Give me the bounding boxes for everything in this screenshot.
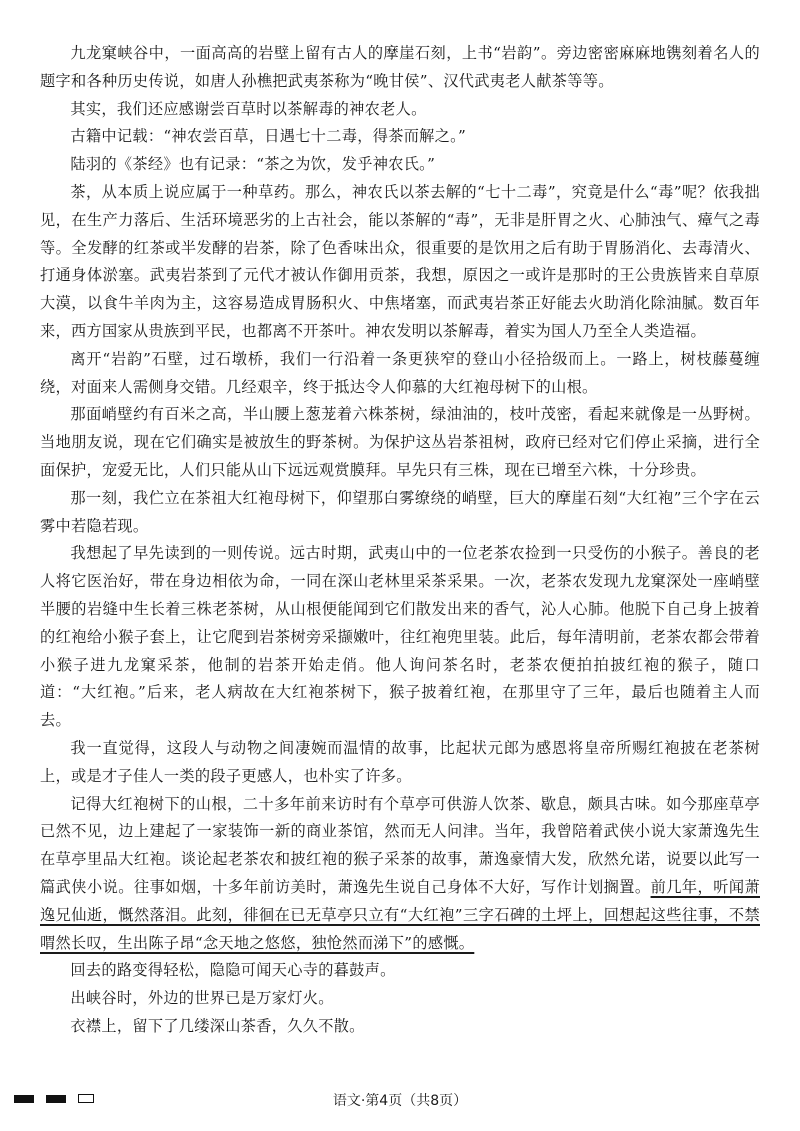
closing-line-1: 回去的路变得轻松，隐隐可闻天心寺的暮鼓声。 (70, 961, 396, 980)
page-number: 语文·第4页（共8页） (332, 1093, 468, 1109)
paragraph-8: 那一刻，我伫立在茶祖大红袍母树下，仰望那白雾缭绕的峭壁，巨大的摩崖石刻“大红袍”三个字在云雾中若隐若现。 (40, 488, 760, 535)
underlined-passage: 前几年，听闻萧逸兄仙逝，慨然落泪。此刻，徘徊在已无草亭只立有“大红袍”三字石碑的土坪上，回想起这些往事，不禁喟然长叹，生出陈子昂“念天地之悠悠，独怆然而涕下”的感慨。 (40, 877, 760, 952)
paragraph-1: 九龙窠峡谷中，一面高高的岩壁上留有古人的摩崖石刻，上书“岩韵”。旁边密密麻麻地镌刻着名人的题字和各种历史传说，如唐人孙樵把武夷茶称为“晚甘侯”、汉代武夷老人献茶等等。 (40, 44, 760, 90)
paragraph-9: 我想起了早先读到的一则传说。远古时期，武夷山中的一位老茶农捡到一只受伤的小猴子。善良的老人将它医治好，带在身边相依为命，一同在深山老林里采茶采果。一次，老茶农发现九龙窠深处一座峭壁半腰的岩缝中生长着三株老茶树，从山根便能闻到它们散发出来的香气，沁人心肺。他脱下自己身上披着的红袍给小猴子套上，让它爬到岩茶树旁采撷嫩叶，往红袍兜里装。此后，每年清明前，老茶农都会带着小猴子进九龙窠采茶，他制的岩茶开始走俏。他人询问茶名时，老茶农便拍拍披红袍的猴子，随口道：“大红袍。”后来，老人病故在大红袍茶树下，猴子披着红袍，在那里守了三年，最后也随着主人而去。 (40, 544, 760, 730)
paragraph-4: 陆羽的《茶经》也有记录：“茶之为饮，发乎神农氏。” (70, 155, 436, 174)
page-footer (0, 1090, 800, 1114)
paragraph-7: 那面峭壁约有百米之高，半山腰上葱茏着六株茶树，绿油油的，枝叶茂密，看起来就像是一丛野树。当地朋友说，现在它们确实是被放生的野茶树。为保护这丛岩茶祖树，政府已经对它们停止采摘，进行全面保护，宠爱无比，人们只能从山下远远观赏膜拜。早先只有三株，现在已增至六株，十分珍贵。 (40, 405, 760, 479)
paragraph-11 (40, 791, 760, 958)
paragraph-5: 茶，从本质上说应属于一种草药。那么，神农氏以茶去解的“七十二毒”，究竟是什么“毒”呢？依我拙见，在生产力落后、生活环境恶劣的上古社会，能以茶解的“毒”，无非是肝胃之火、心肺浊气、瘴气之毒等。全发酵的红茶或半发酵的岩茶，除了色香味出众，很重要的是饮用之后有助于胃肠消化、去毒清火、打通身体淤塞。武夷岩茶到了元代才被认作御用贡茶，我想，原因之一或许是那时的王公贵族皆来自草原大漠，以食牛羊肉为主，这容易造成胃肠积火、中焦堵塞，而武夷岩茶正好能去火助消化除油腻。数百年来，西方国家从贵族到平民，也都离不开茶叶。神农发明以茶解毒，着实为国人乃至全人类造福。 (40, 182, 760, 340)
closing-line-3: 衣襟上，留下了几缕深山茶香，久久不散。 (70, 1016, 365, 1035)
paragraph-10: 我一直觉得，这段人与动物之间凄婉而温情的故事，比起状元郎为感恩将皇帝所赐红袍披在老茶树上，或是才子佳人一类的段子更感人，也朴实了许多。 (40, 738, 760, 785)
paragraph-2: 其实，我们还应感谢尝百草时以茶解毒的神农老人。 (70, 99, 427, 118)
paragraph-11-text: 记得大红袍树下的山根，二十多年前来访时有个草亭可供游人饮茶、歇息，颇具古味。如今那座草亭已然不见，边上建起了一家装饰一新的商业茶馆，然而无人问津。当年，我曾陪着武侠小说大家萧逸先生在草亭里品大红袍。谈论起老茶农和披红袍的猴子采茶的故事，萧逸豪情大发，欣然允诺，说要以此写一篇武侠小说。往事如烟，十多年前访美时，萧逸先生说自己身体不大好，写作计划搁置。 (40, 794, 760, 896)
paragraph-3: 古籍中记载：“神农尝百草，日遇七十二毒，得茶而解之。” (70, 127, 467, 146)
article-body (40, 40, 760, 1041)
closing-line-2: 出峡谷时，外边的世界已是万家灯火。 (70, 989, 334, 1008)
paragraph-6: 离开“岩韵”石壁，过石墩桥，我们一行沿着一条更狭窄的登山小径拾级而上。一路上，树枝藤蔓缠绕，对面来人需侧身交错。几经艰辛，终于抵达令人仰慕的大红袍母树下的山根。 (40, 349, 760, 396)
